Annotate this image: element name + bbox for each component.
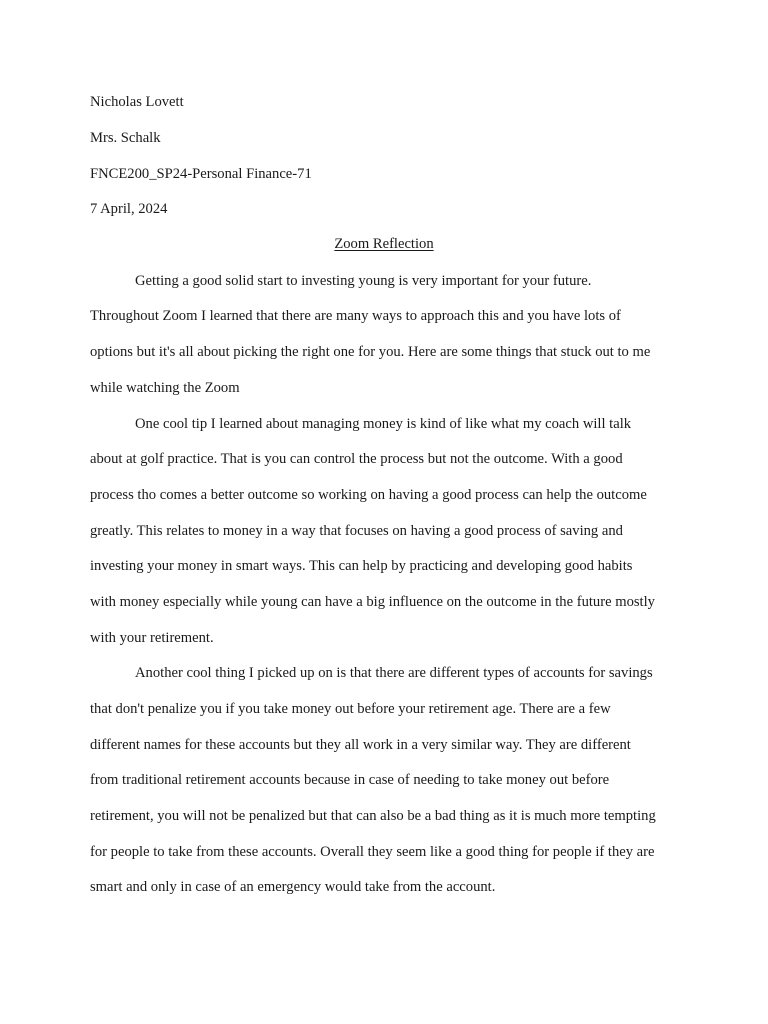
paragraph-1-line: Throughout Zoom I learned that there are many ways to approach this and you have lots of — [90, 308, 621, 324]
paragraph-3-line: Another cool thing I picked up on is that there are different types of accounts for savings — [135, 665, 653, 681]
paragraph-2-line: about at golf practice. That is you can control the process but not the outcome. With a good — [90, 451, 623, 467]
paragraph-3-line: different names for these accounts but they all work in a very similar way. They are different — [90, 737, 631, 753]
paragraph-2-line: One cool tip I learned about managing money is kind of like what my coach will talk — [135, 416, 632, 432]
paragraph-2-line: greatly. This relates to money in a way that focuses on having a good process of saving and — [90, 523, 623, 539]
course-name: FNCE200_SP24-Personal Finance-71 — [90, 166, 312, 182]
paragraph-1-line: while watching the Zoom — [90, 380, 240, 396]
paragraph-3-line: retirement, you will not be penalized but that can also be a bad thing as it is much more tempting — [90, 808, 656, 824]
date: 7 April, 2024 — [90, 201, 168, 217]
document-title-text: Zoom Reflection — [334, 236, 434, 252]
paragraph-2-line: process tho comes a better outcome so working on having a good process can help the outcome — [90, 487, 647, 503]
student-name: Nicholas Lovett — [90, 94, 184, 110]
paragraph-1-line: Getting a good solid start to investing young is very important for your future. — [135, 273, 592, 289]
paragraph-3-line: that don't penalize you if you take money out before your retirement age. There are a few — [90, 701, 611, 717]
document-title — [0, 234, 768, 254]
paragraph-2-line: with money especially while young can have a big influence on the outcome in the future mostly — [90, 594, 655, 610]
instructor-name: Mrs. Schalk — [90, 130, 161, 146]
paragraph-2-line: with your retirement. — [90, 630, 214, 646]
paragraph-3-line: for people to take from these accounts. Overall they seem like a good thing for people if they are — [90, 844, 655, 860]
paragraph-2-line: investing your money in smart ways. This can help by practicing and developing good habits — [90, 558, 633, 574]
paragraph-3-line: from traditional retirement accounts because in case of needing to take money out before — [90, 772, 610, 788]
paragraph-3-line: smart and only in case of an emergency would take from the account. — [90, 879, 496, 895]
paragraph-1-line: options but it's all about picking the right one for you. Here are some things that stuck out to me — [90, 344, 651, 360]
